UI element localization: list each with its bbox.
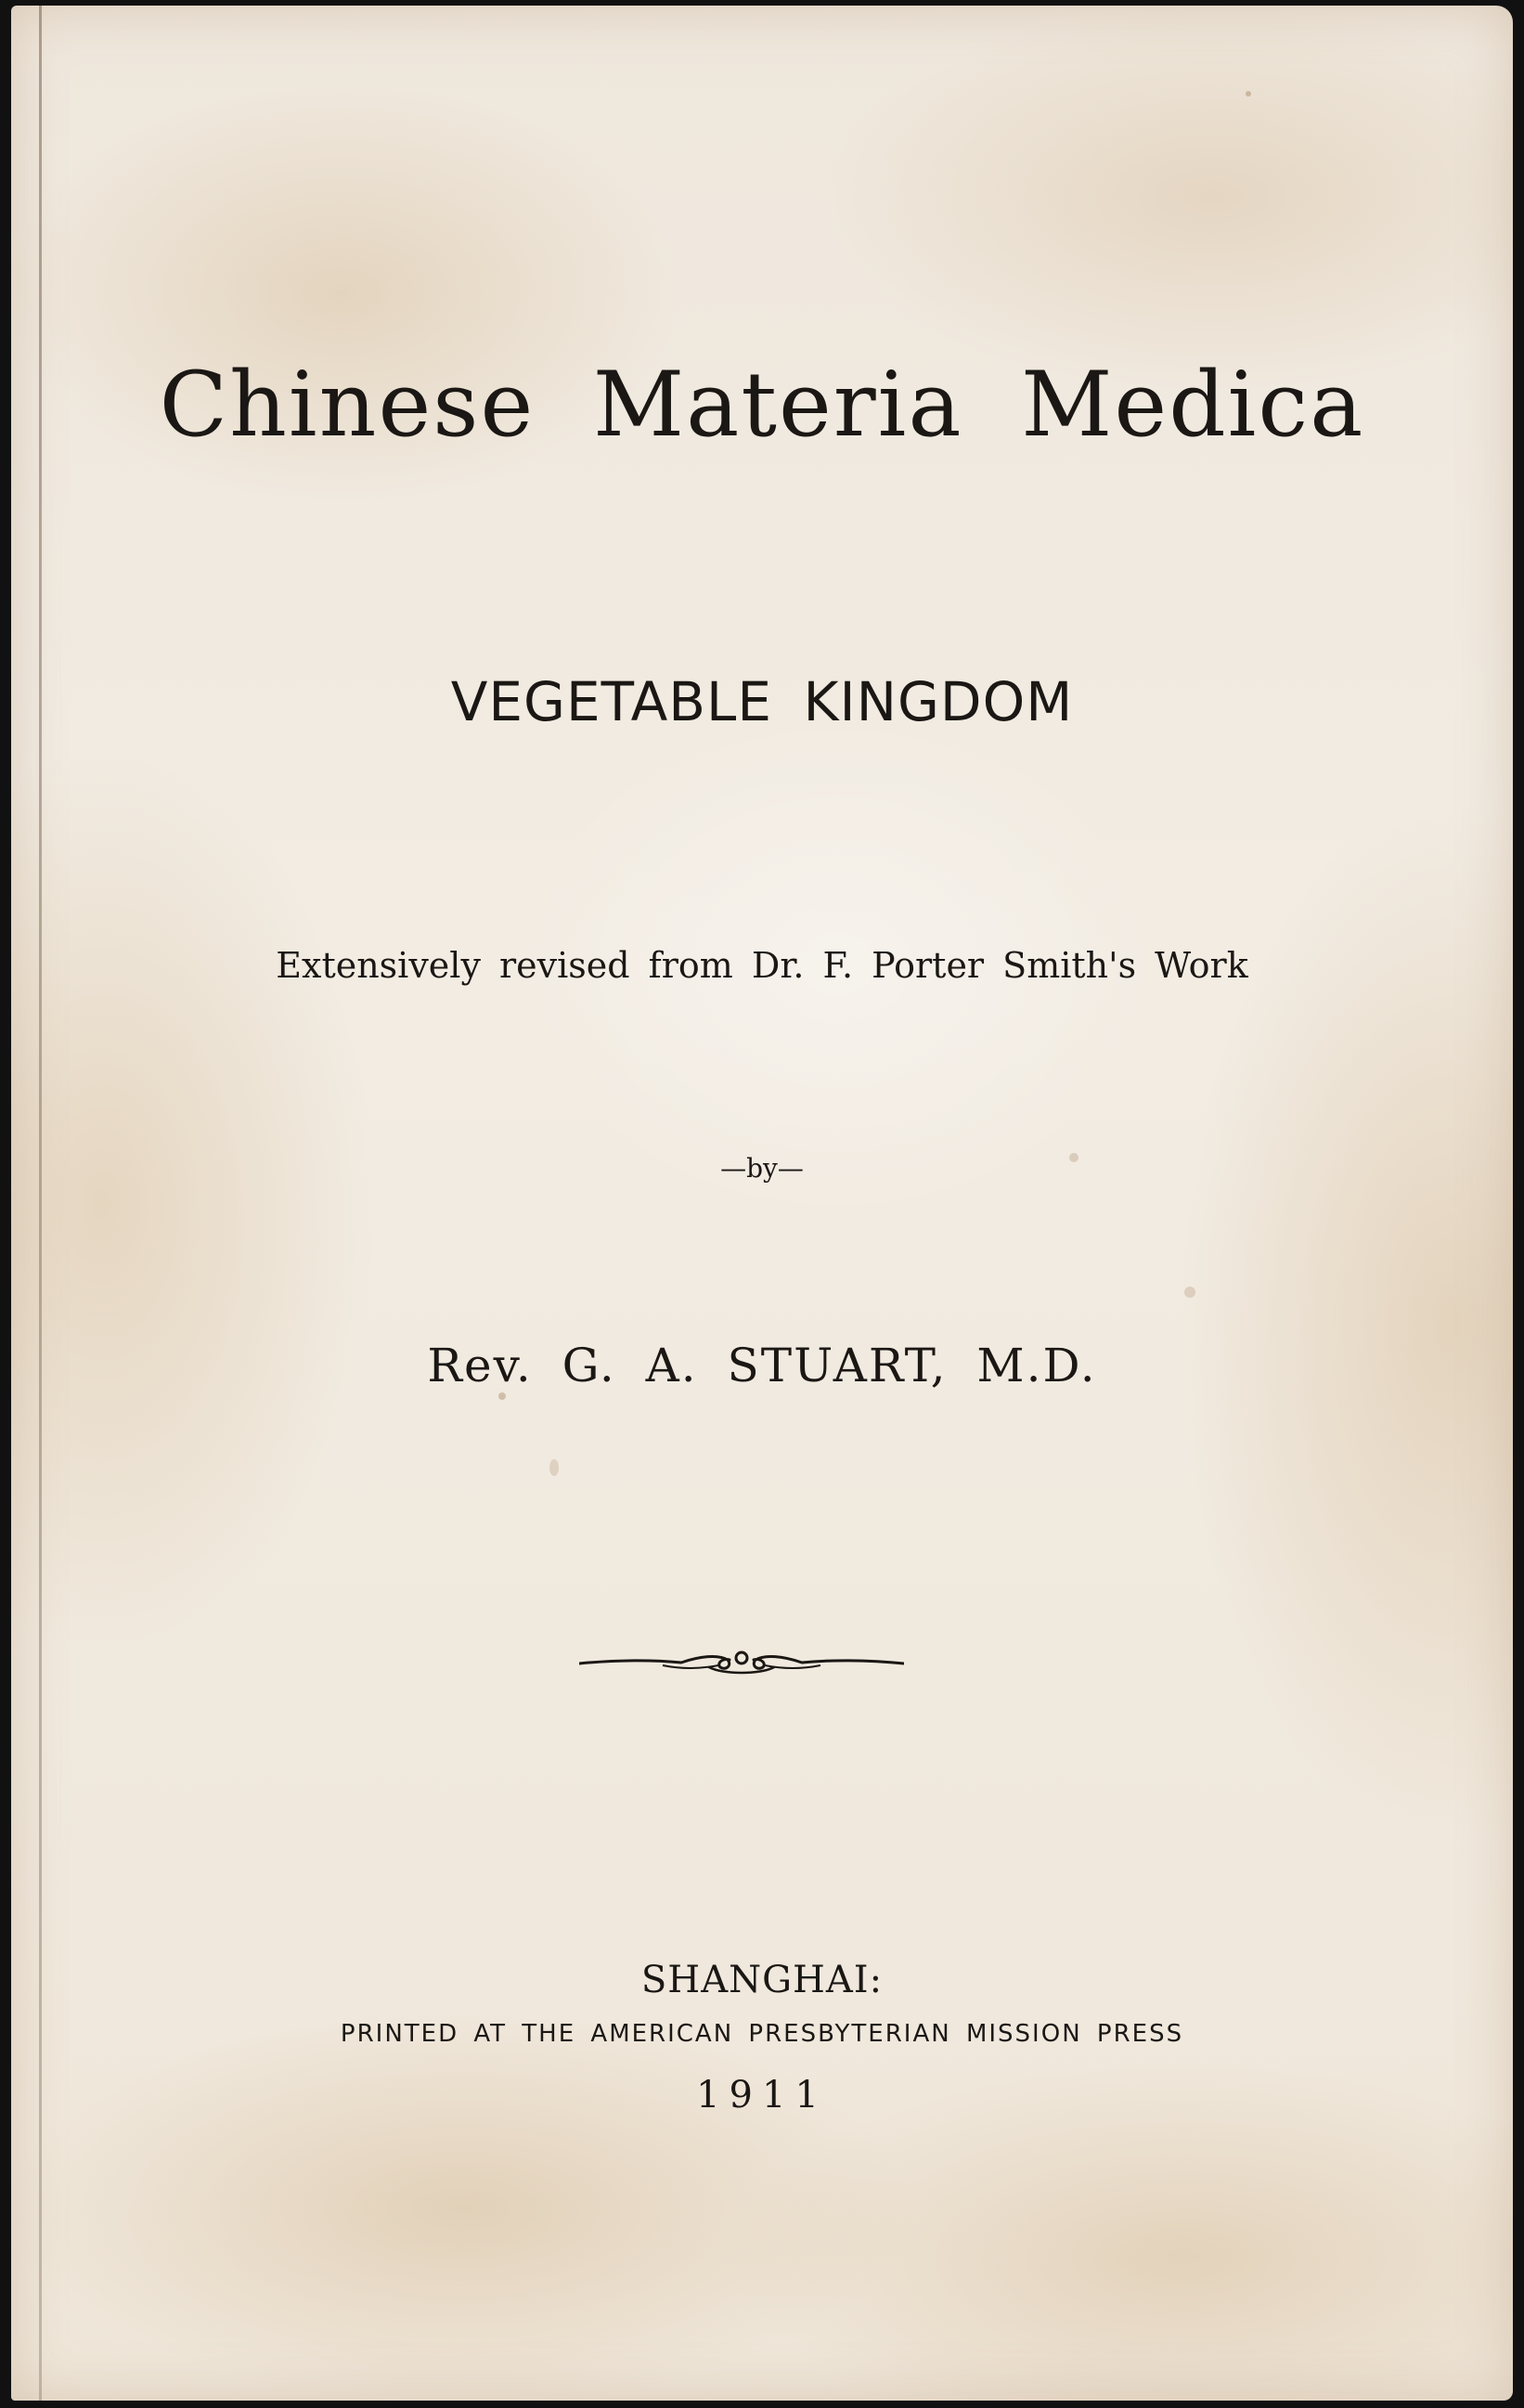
revision-note: Extensively revised from Dr. F. Porter Smith's Work xyxy=(276,945,1248,986)
imprint-place: SHANGHAI: xyxy=(640,1959,884,2001)
foxing-spot xyxy=(1246,91,1251,97)
foxing-spot xyxy=(498,1392,506,1400)
title-page xyxy=(11,6,1513,2401)
imprint-printer: PRINTED AT THE AMERICAN PRESBYTERIAN MISSION PRESS xyxy=(340,2020,1184,2048)
foxing-spot xyxy=(549,1459,559,1476)
by-line: —by— xyxy=(720,1153,804,1184)
book-subtitle: VEGETABLE KINGDOM xyxy=(450,670,1074,733)
ornament-flourish-icon xyxy=(579,1647,904,1680)
author-name: Rev. G. A. STUART, M.D. xyxy=(427,1339,1097,1392)
foxing-spot xyxy=(1184,1287,1195,1298)
imprint-year: 1911 xyxy=(696,2074,828,2117)
book-title: Chinese Materia Medica xyxy=(159,353,1365,457)
